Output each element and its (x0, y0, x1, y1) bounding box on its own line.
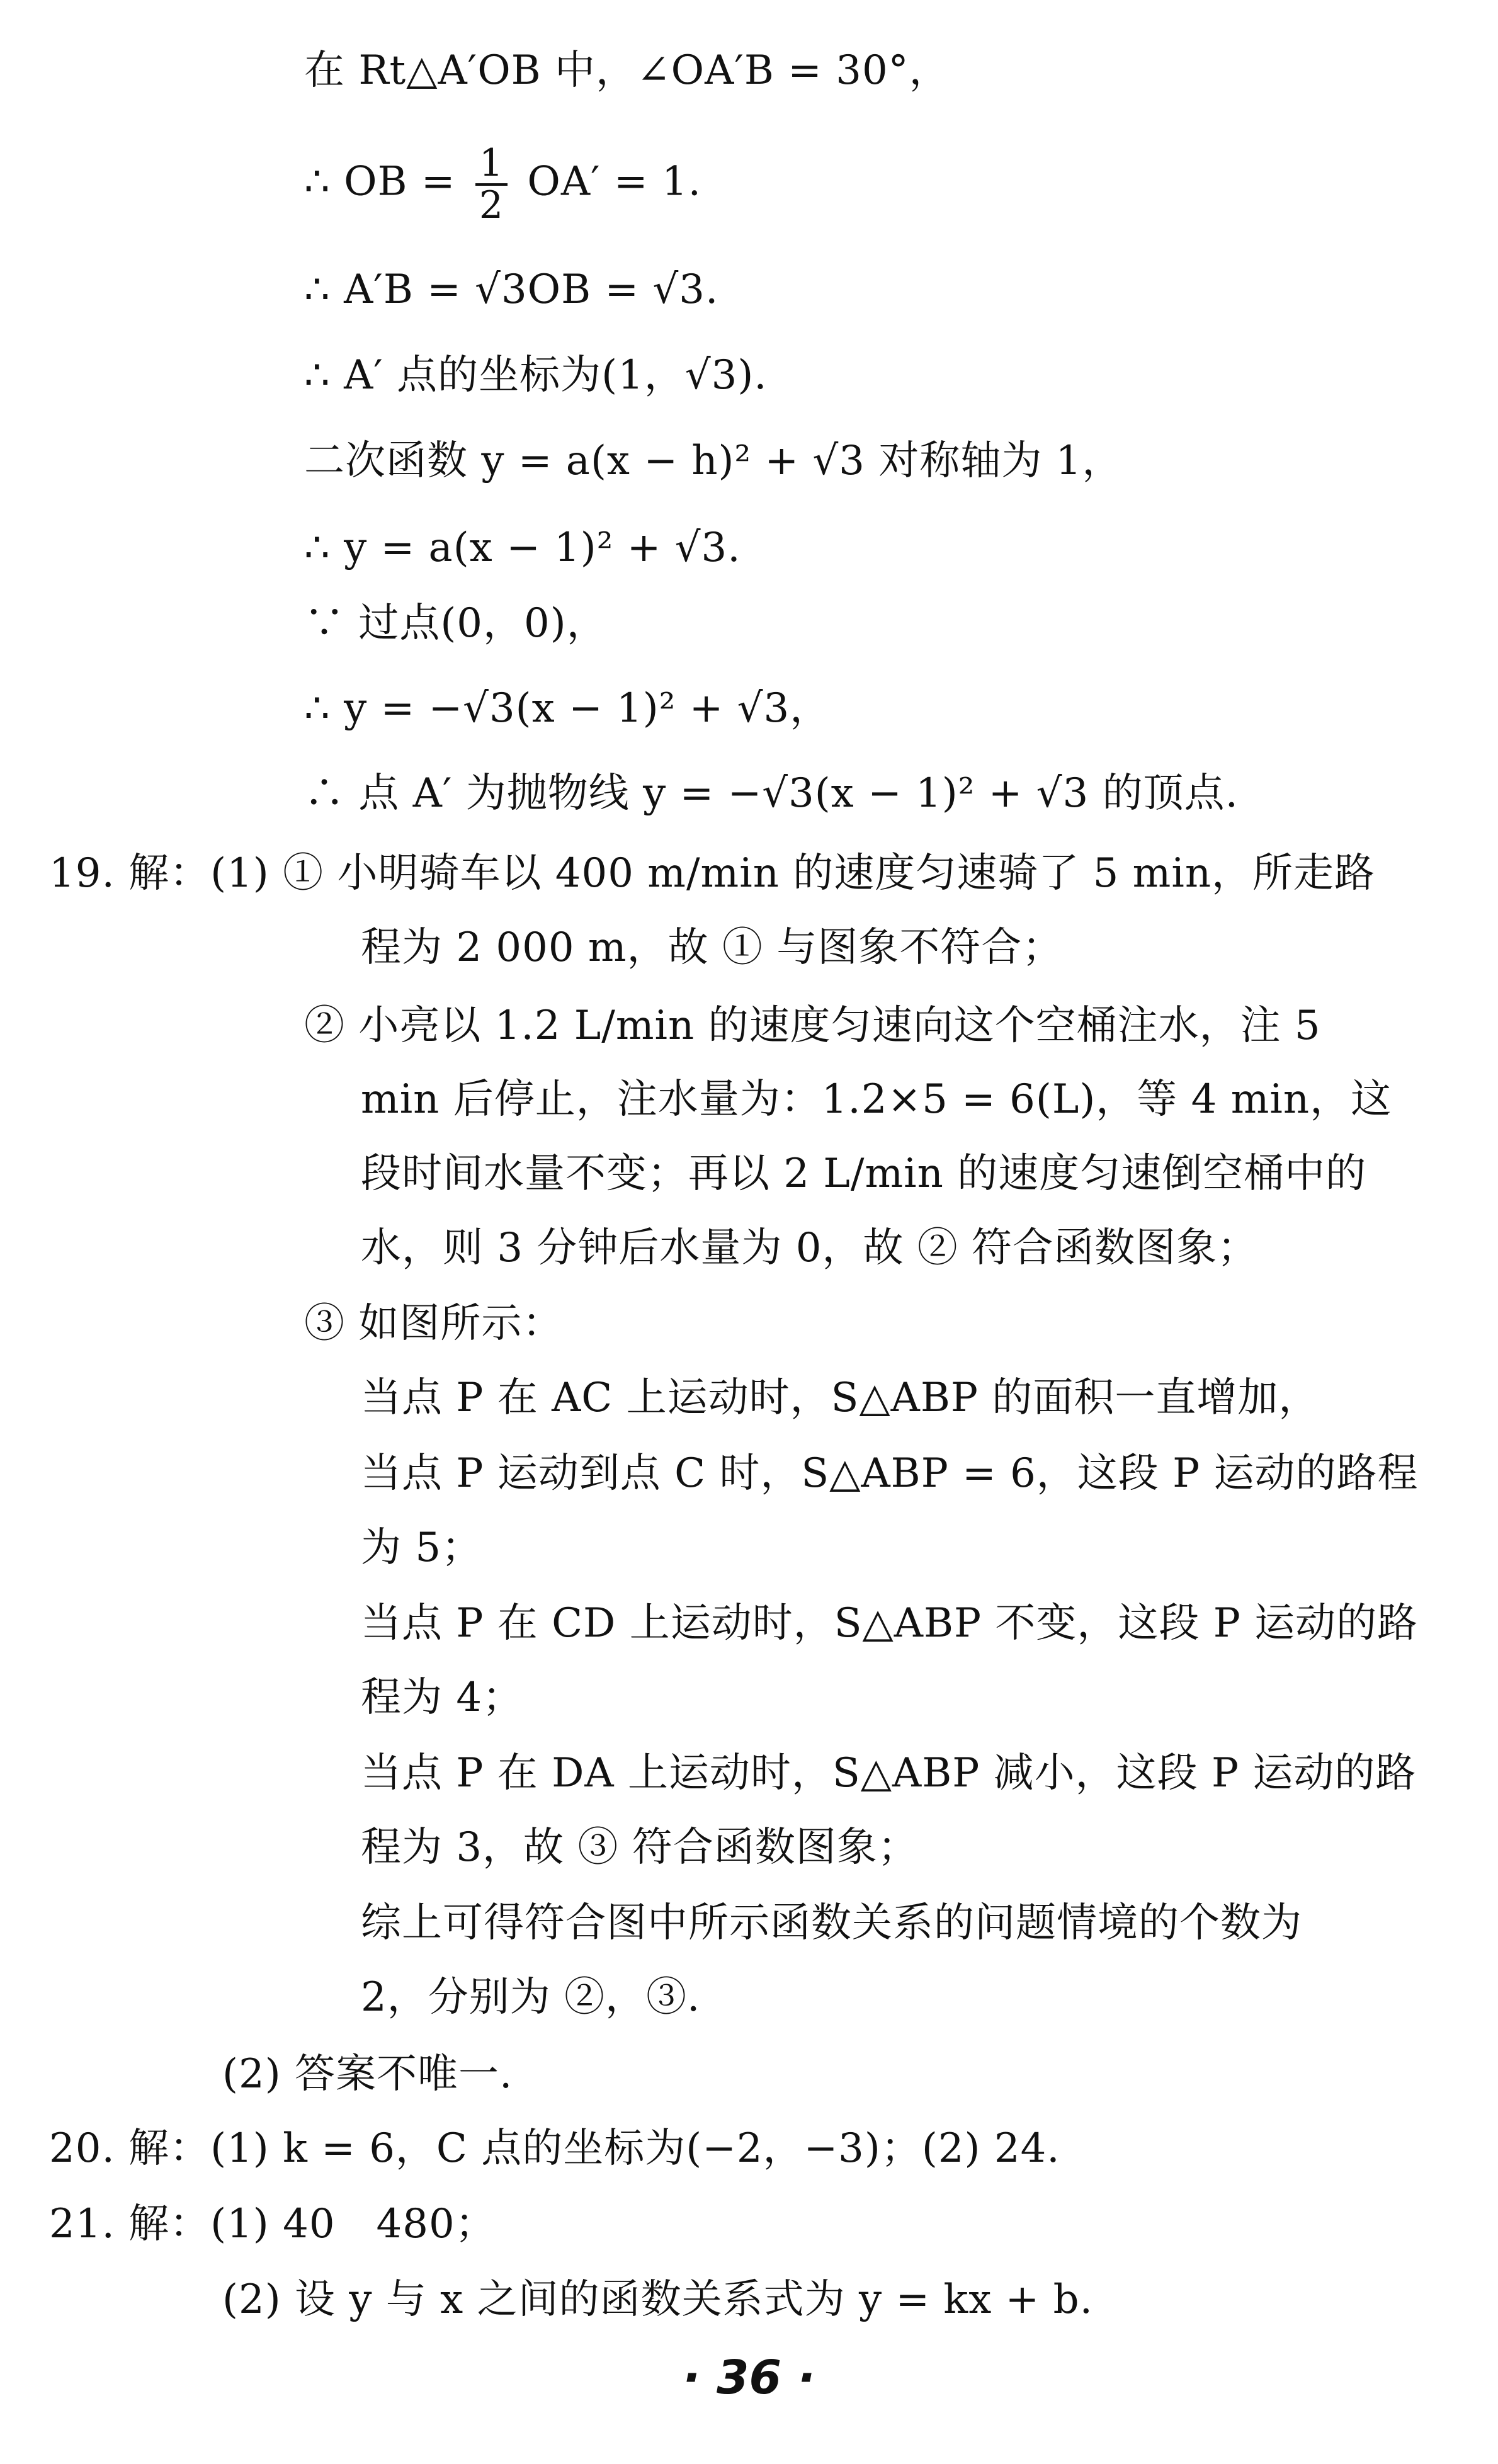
text-line: 二次函数 y = a(x − h)² + √3 对称轴为 1， (304, 438, 1123, 484)
text-line: ∴ 点 A′ 为抛物线 y = −√3(x − 1)² + √3 的顶点. (304, 770, 1239, 817)
question-20-line: 20. 解：(1) k = 6，C 点的坐标为(−2，−3)；(2) 24. (49, 2125, 1060, 2172)
text-line: 当点 P 在 CD 上运动时，S△ABP 不变，这段 P 运动的路 (361, 1600, 1419, 1647)
text-line: 当点 P 在 DA 上运动时，S△ABP 减小，这段 P 运动的路 (361, 1750, 1417, 1797)
text-line: 2，分别为 ②，③. (361, 1974, 701, 2021)
text-line-fraction (304, 141, 701, 227)
fraction-one-half (475, 141, 508, 227)
text-line: ∴ A′ 点的坐标为(1，√3). (304, 352, 768, 399)
text-line: 程为 4； (361, 1674, 524, 1721)
text-line: 程为 2 000 m，故 ① 与图象不符合； (361, 924, 1064, 971)
text-line: ∴ A′B = √3OB = √3. (304, 266, 719, 313)
text-line: 段时间水量不变；再以 2 L/min 的速度匀速倒空桶中的 (361, 1150, 1367, 1197)
text-line: 当点 P 在 AC 上运动时，S△ABP 的面积一直增加， (361, 1375, 1320, 1421)
text-line: min 后停止，注水量为：1.2×5 = 6(L)，等 4 min，这 (361, 1076, 1392, 1123)
text-line: 程为 3，故 ③ 符合函数图象； (361, 1824, 919, 1871)
text-segment: OA′ = 1. (527, 158, 701, 205)
text-line: 水，则 3 分钟后水量为 0，故 ② 符合函数图象； (361, 1225, 1259, 1271)
page-number: · 36 · (683, 2351, 815, 2405)
text-line: 综上可得符合图中所示函数关系的问题情境的个数为 (361, 1900, 1302, 1946)
text-line: ③ 如图所示： (304, 1300, 564, 1347)
text-line: ∴ y = −√3(x − 1)² + √3， (304, 685, 831, 732)
text-line: ∵ 过点(0，0)， (304, 600, 608, 647)
text-line: (2) 答案不唯一. (222, 2051, 513, 2098)
text-line: (2) 设 y 与 x 之间的函数关系式为 y = kx + b. (222, 2276, 1093, 2323)
fraction-denominator: 2 (479, 183, 504, 227)
text-line: 为 5； (361, 1524, 483, 1571)
text-segment: ∴ OB = (304, 158, 456, 205)
text-line: ∴ y = a(x − 1)² + √3. (304, 525, 741, 571)
text-line: 当点 P 运动到点 C 时，S△ABP = 6，这段 P 运动的路程 (361, 1450, 1419, 1497)
question-21-line: 21. 解：(1) 40 480； (49, 2201, 496, 2247)
text-line: ② 小亮以 1.2 L/min 的速度匀速向这个空桶注水，注 5 (304, 1002, 1321, 1049)
fraction-numerator: 1 (475, 144, 508, 186)
question-19-line: 19. 解：(1) ① 小明骑车以 400 m/min 的速度匀速骑了 5 min，所走路 (49, 850, 1376, 897)
text-line: 在 Rt△A′OB 中，∠OA′B = 30°， (304, 47, 950, 94)
